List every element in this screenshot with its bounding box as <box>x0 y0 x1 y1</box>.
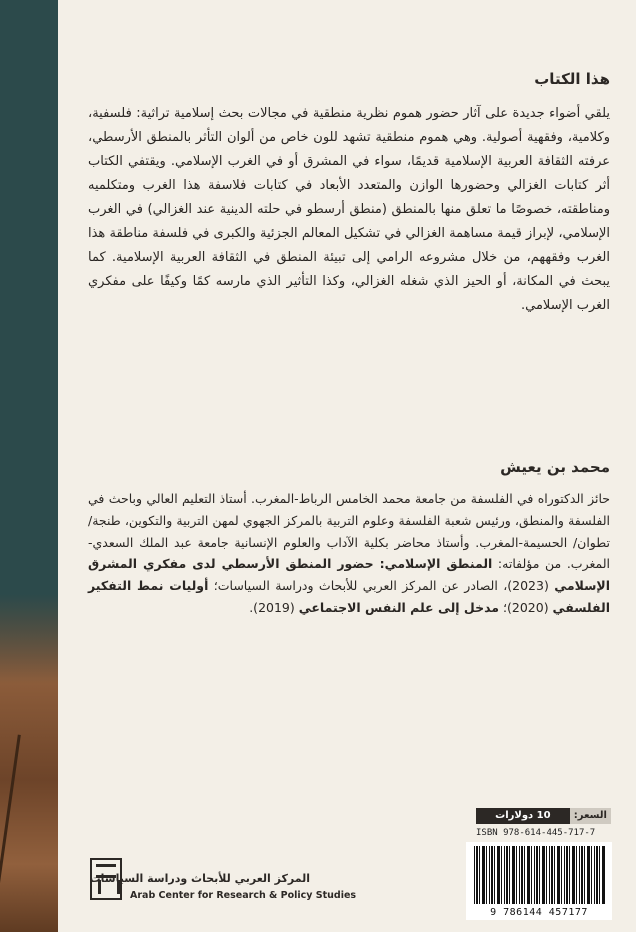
barcode-bars <box>474 846 606 904</box>
book-info-3: (2019). <box>249 599 299 615</box>
about-book-text: يلقي أضواء جديدة على آثار حضور هموم نظرية منطقية في مجالات بحث إسلامية تراثية: فلسفية، وكلامية، وفقهية أصولية. وهي هموم منطقية تشهد للون خاص من ألوان التأثر بالمنطق الأرسطي، عرفته الثقافة العربية الإسلامية قديمًا، سواء في المشرق أو في الغرب الإسلامي. ويقتفي الكتاب أثر كتابات الغزالي وحضورها الوازن والمتعدد الأبعاد في كتابات فلاسفة هذا الغرب ومتكلميه ومناطقته، خصوصًا ما تعلق منها بالمنطق (منطق أرسطو في حلته الدينية عند الغزالي) في الغرب الإسلامي، لإبراز قيمة مساهمة الغزالي في تشكيل المعالم الجزئية والكبرى في فلسفة مناطقة هذا الغرب وفقههم، من خلال مشروعه الرامي إلى تبيئة المنطق في الثقافة العربية الإسلامية. كما يبحث في المكانة، أو الحيز الذي شغله الغزالي، وكذا التأثير الذي مارسه كمًا وكيفًا على مفكري الغرب الإسلامي. <box>88 106 610 313</box>
about-book-heading: هذا الكتاب <box>534 70 610 88</box>
author-bio-intro: حائز الدكتوراه في الفلسفة من جامعة محمد الخامس الرباط-المغرب. أستاذ التعليم العالي وباحث في الفلسفة والمنطق، ورئيس شعبة الفلسفة وعلوم التربية بالمركز الجهوي لمهن التربية والتكوين، طنجة/ تطوان/ الحسيمة-المغرب. وأستاذ محاضر بكلية الآداب والعلوم الإنسانية جامعة عبد الملك السعدي-المغرب. من مؤلفاته: <box>88 491 611 572</box>
book-title-2: أوليات نمط التفكير الفلسفي <box>88 578 610 615</box>
book-title-3: مدخل إلى علم النفس الاجتماعي <box>298 599 500 615</box>
author-bio <box>88 488 610 619</box>
author-name-heading: محمد بن يعيش <box>500 458 610 476</box>
book-info-2: (2020)؛ <box>499 599 553 615</box>
price-label: السعر: <box>570 808 611 824</box>
book-info-1: (2023)، الصادر عن المركز العربي للأبحاث ودراسة السياسات؛ <box>208 578 555 594</box>
price-box <box>476 808 611 824</box>
book-title-1: المنطق الإسلامي: حضور المنطق الأرسطي لدى مفكري المشرق الإسلامي <box>88 556 611 594</box>
publisher-name-arabic: المركز العربي للأبحاث ودراسة السياسات <box>89 872 310 885</box>
isbn-text: ISBN 978-614-445-717-7 <box>476 828 596 838</box>
publisher-name-english: Arab Center for Research & Policy Studies <box>130 890 357 901</box>
price-value: 10 دولارات <box>476 808 570 824</box>
barcode-digits: 9 786144 457177 <box>490 907 588 918</box>
cover-photo-strip <box>0 594 58 932</box>
isbn-barcode <box>466 842 612 920</box>
